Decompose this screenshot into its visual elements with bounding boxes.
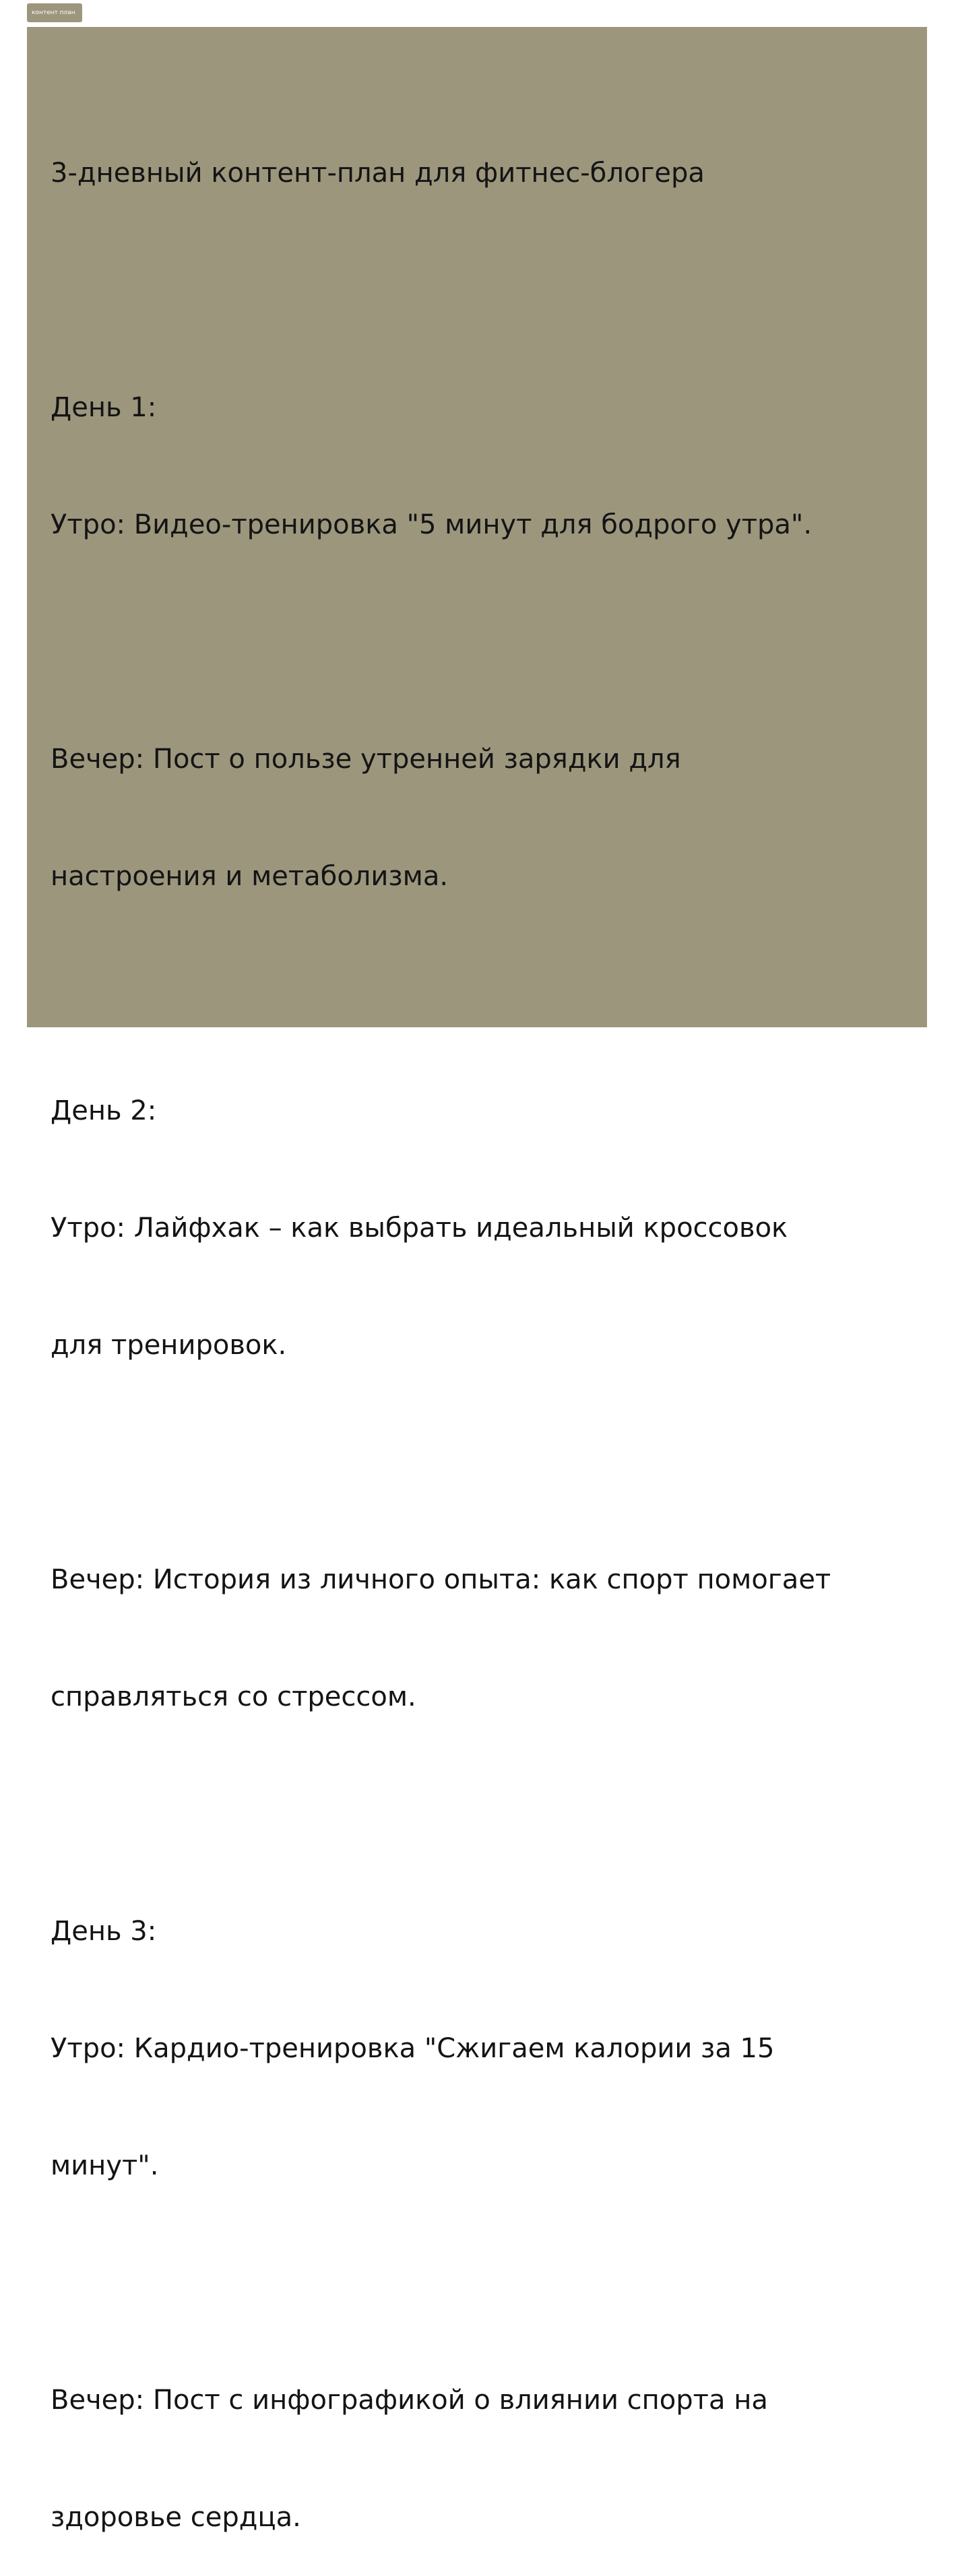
day2-morning-line2: для тренировок. xyxy=(51,1330,287,1361)
day1-morning: Утро: Видео-тренировка "5 минут для бодрого утра". xyxy=(51,509,813,540)
day2-evening-line2: справляться со стрессом. xyxy=(51,1681,416,1712)
day3-heading: День 3: xyxy=(51,1916,157,1947)
day2-evening-line1: Вечер: История из личного опыта: как спорт помогает xyxy=(51,1564,831,1595)
day1-evening-line1: Вечер: Пост о пользе утренней зарядки для xyxy=(51,744,681,775)
day2-heading: День 2: xyxy=(51,1095,157,1126)
blank-line xyxy=(51,2263,927,2303)
day1-heading: День 1: xyxy=(51,392,157,423)
blank-line xyxy=(51,1795,927,1834)
day2-morning-line1: Утро: Лайфхак – как выбрать идеальный кроссовок xyxy=(51,1213,788,1244)
day3-evening-line2: здоровье сердца. xyxy=(51,2502,301,2533)
blank-line xyxy=(51,1443,927,1482)
blank-line xyxy=(51,974,927,1013)
day1-evening-line2: настроения и метаболизма. xyxy=(51,861,449,892)
blank-line xyxy=(51,271,927,310)
note-tag[interactable]: контент план xyxy=(27,3,82,22)
note-card[interactable] xyxy=(27,27,927,2533)
blank-line xyxy=(51,622,927,662)
day3-evening-line1: Вечер: Пост с инфографикой о влиянии спорта на xyxy=(51,2385,768,2416)
day3-morning-line1: Утро: Кардио-тренировка "Сжигаем калории за 15 xyxy=(51,2033,775,2064)
note-title: 3-дневный контент-план для фитнес-блогера xyxy=(51,158,705,189)
day3-morning-line2: минут". xyxy=(51,2150,159,2181)
